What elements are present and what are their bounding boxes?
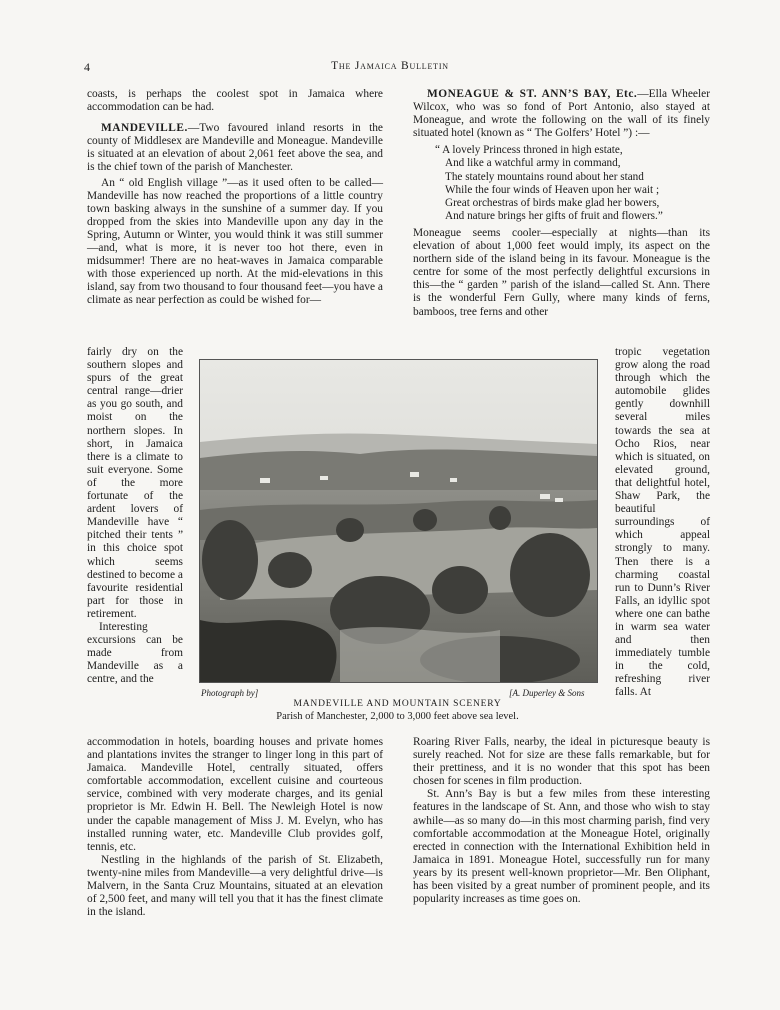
roaring-river-paragraph: Roaring River Falls, nearby, the ideal in picturesque beauty is surely reached. Not for size are these falls remarkable, but for their prettiness, and it is no wonder that this spot has been chosen for scenes in film production. <box>413 736 710 788</box>
mandeville-photograph <box>199 359 598 683</box>
mandeville-text: —Two favoured inland resorts in the county of Middlesex are Mandeville and Moneague. Mandeville is situated at an elevation of about 2,061 feet above the sea, and is the chief town of the parish of Manchester. <box>87 122 383 174</box>
poem-line: And nature brings her gifts of fruit and flowers.” <box>445 209 663 222</box>
page-number: 4 <box>84 60 90 74</box>
right-narrow-column <box>615 346 710 700</box>
poem-line: Great orchestras of birds make glad her bowers, <box>445 196 660 209</box>
right-column-bottom <box>413 736 710 906</box>
moneague-paragraph <box>413 88 710 140</box>
nestling-paragraph: Nestling in the highlands of the parish of St. Elizabeth, twenty-nine miles from Mandeville—a very delightful drive—is Malvern, in the Santa Cruz Mountains, situated at an elevation of 2,500 feet, and many will tell you that it has the finest climate in the island. <box>87 853 383 919</box>
poem-line: “ A lovely Princess throned in high estate, <box>435 144 623 157</box>
poem-block <box>435 144 710 223</box>
fern-gully-narrow-text: tropic vegetation grow along the road through which the automobile glides gently downhill several miles towards the sea at Ocho Rios, near which is situated, on elevated ground, that delightful hotel, Shaw Park, the beautiful surroundings of which appeal strongly to many. Then there is a charming coastal run to Dunn’s River Falls, an idyllic spot where one can bathe in warm sea water and then immediately tumble in the cold, refreshing river falls. At <box>615 346 710 699</box>
landscape-photo-illustration <box>200 360 597 682</box>
village-paragraph: An “ old English village ”—as it used often to be called—Mandeville has now reached the proportions of a little country town basking always in the sunshine of a summer day. If you dropped from the skies into Mandeville upon any day in the Spring, Autumn or Winter, you would think it was still summer—and, what is more, it is never too hot there, even in midsummer! There are no heat-waves in Jamaica comparable with those experienced up north. At the mid-elevations in this island, say from two thousand to four thousand feet—you have a climate as near perfection as could be wished for— <box>87 176 383 307</box>
left-column-bottom <box>87 736 383 919</box>
climate-narrow-text: fairly dry on the southern slopes and spurs of the great central range—drier as you go south, and moist on the northern slopes. In short, in Jamaica there is a climate to suit everyone. Some of the more fortunate of the ardent lovers of Mandeville have “ pitched their tents ” in this choice spot which seems destined to become a favourite residential part for those in retirement. <box>87 346 183 620</box>
moneague-heading: MONEAGUE & ST. ANN’S BAY, Etc. <box>427 88 638 100</box>
excursions-narrow-text: Interesting excursions can be made from Mandeville as a centre, and the <box>87 620 183 686</box>
mandeville-heading: MANDEVILLE. <box>101 122 188 135</box>
poem-line: And like a watchful army in command, <box>445 157 621 170</box>
moneague-intro: —Ella Wheeler Wilcox, who was so fond of Port Antonio, also stayed at Moneague, and wrote the following on the wall of its finely situated hotel (known as “ The Golfers’ Hotel ”) :— <box>413 88 711 140</box>
right-column-top <box>413 88 710 319</box>
figure-caption-title: MANDEVILLE AND MOUNTAIN SCENERY <box>293 699 502 709</box>
mandeville-paragraph <box>87 122 383 174</box>
poem-line: The stately mountains round about her stand <box>445 170 644 183</box>
figure-caption-subtitle: Parish of Manchester, 2,000 to 3,000 feet above sea level. <box>276 711 519 722</box>
running-title: The Jamaica Bulletin <box>331 60 449 72</box>
cooler-paragraph: Moneague seems cooler—especially at nights—than its elevation of about 1,000 feet would imply, its aspect on the northern side of the island being in its favour. Moneague is the centre for some of the most perfectly delightful excursions in this—the “ garden ” parish of the island—called St. Ann. There is the wonderful Fern Gully, where many kinds of ferns, bamboos, tree ferns and other <box>413 226 710 318</box>
photo-credit-left: Photograph by] <box>201 688 259 698</box>
poem-line: While the four winds of Heaven upon her wait ; <box>445 183 660 196</box>
opening-paragraph: coasts, is perhaps the coolest spot in Jamaica where accommodation can be had. <box>87 88 383 114</box>
photo-credit-right: [A. Duperley & Sons <box>509 688 585 698</box>
left-narrow-column <box>87 346 183 686</box>
excursions-continued: accommodation in hotels, boarding houses and private homes and plantations invites the stranger to linger long in this part of Jamaica. Mandeville Hotel, centrally situated, offers comfortable accommodation, excellent cuisine and courteous service, combined with very moderate charges, and its genial proprietor is Mr. Edwin H. Bell. The Newleigh Hotel is now under the capable management of Miss J. M. Evelyn, who has installed running water, etc. Mandeville Club provides golf, tennis, etc. <box>87 736 383 853</box>
st-anns-bay-paragraph: St. Ann’s Bay is but a few miles from these interesting features in the landscape of St. Ann, and those who wish to stay awhile—as so many do—in this most charming parish, find very comfortable accommodation at the Moneague Hotel, originally erected in connection with the International Exhibition held in Jamaica in 1891. Moneague Hotel, successfully run for many years by its present well-known proprietor—Mr. Ben Oliphant, has been visited by a great number of prominent people, and its popularity increases as time goes on. <box>413 788 710 906</box>
left-column-top <box>87 88 383 308</box>
